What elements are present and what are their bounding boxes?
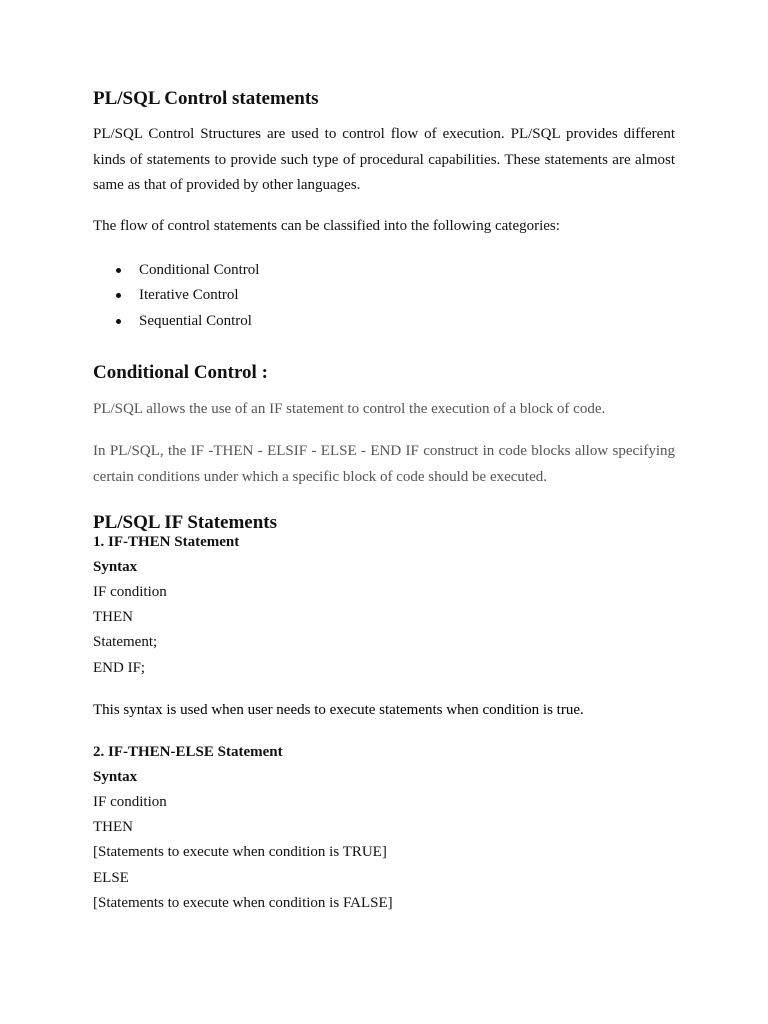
list-item-label: Iterative Control — [139, 287, 239, 304]
list-item-label: Conditional Control — [139, 262, 260, 278]
page-title: PL/SQL Control statements — [93, 88, 319, 109]
code-line: [Statements to execute when condition is TRUE] — [93, 844, 387, 860]
code-line: IF condition — [93, 584, 167, 600]
intro-paragraph: PL/SQL Control Structures are used to control flow of execution. PL/SQL provides different kinds of statements to provide such type of procedural capabilities. These statements are almost same as that of provided by other languages. — [93, 126, 675, 193]
list-item — [93, 283, 259, 308]
list-item-label: Sequential Control — [139, 312, 252, 329]
if-then-else-title: 2. IF-THEN-ELSE Statement — [93, 744, 283, 760]
code-line: IF condition — [93, 794, 167, 810]
flow-intro-paragraph: The flow of control statements can be classified into the following categories: — [93, 218, 560, 234]
conditional-control-heading: Conditional Control : — [93, 362, 268, 383]
code-line: END IF; — [93, 660, 146, 676]
code-line: [Statements to execute when condition is FALSE] — [93, 895, 393, 911]
bullet-icon — [116, 268, 121, 273]
syntax-label: Syntax — [93, 559, 138, 575]
categories-list — [93, 258, 259, 334]
code-line: Statement; — [93, 634, 158, 650]
if-then-title: 1. IF-THEN Statement — [93, 534, 240, 550]
list-item — [93, 258, 259, 283]
syntax-label: Syntax — [93, 769, 138, 785]
if-statements-heading: PL/SQL IF Statements — [93, 512, 278, 533]
conditional-paragraph-2: In PL/SQL, the IF -THEN - ELSIF - ELSE - END IF construct in code blocks allow specifying certain conditions under which a specific block of code should be executed. — [93, 443, 675, 485]
bullet-icon — [116, 319, 121, 324]
code-line: THEN — [93, 819, 133, 835]
bullet-icon — [116, 293, 121, 298]
conditional-paragraph-1: PL/SQL allows the use of an IF statement to control the execution of a block of code. — [93, 401, 606, 417]
code-line: THEN — [93, 609, 133, 625]
if-then-note: This syntax is used when user needs to execute statements when condition is true. — [93, 702, 584, 718]
list-item — [93, 309, 259, 334]
code-line: ELSE — [93, 870, 129, 886]
